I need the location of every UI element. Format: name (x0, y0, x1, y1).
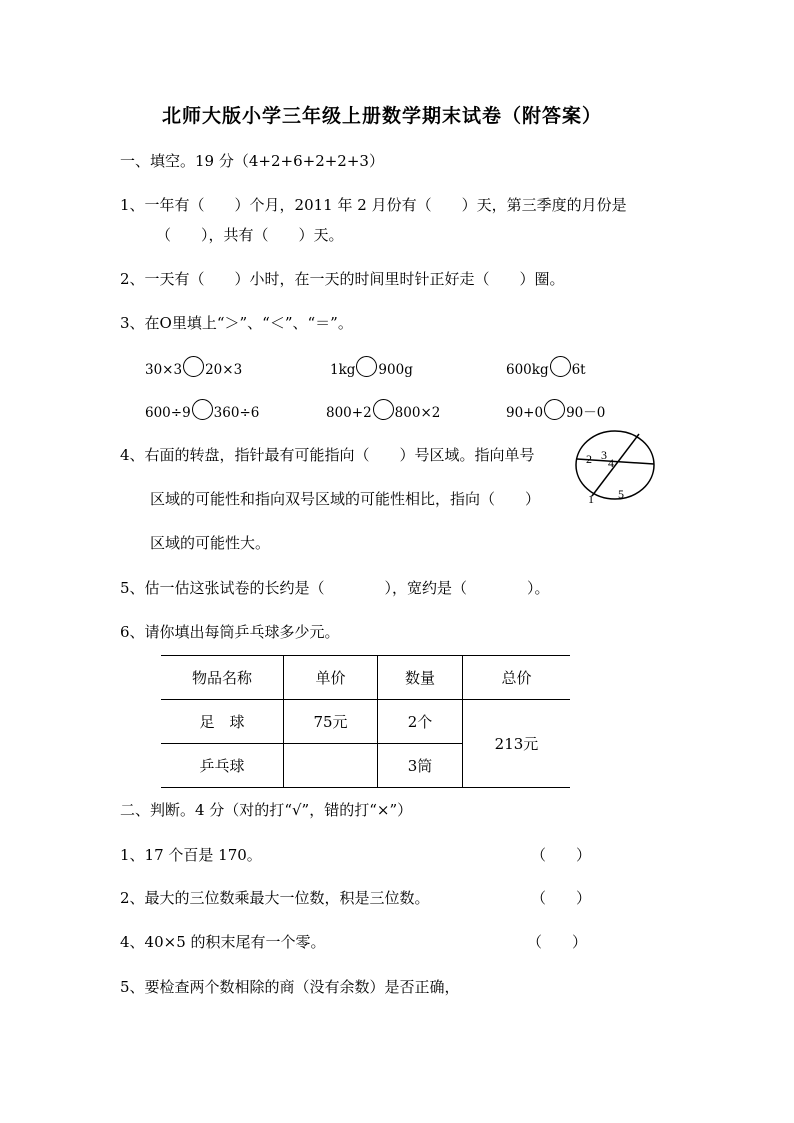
table-header-row (161, 656, 570, 700)
q5: 5、估一估这张试卷的长约是（ ），宽约是（ ）。 (120, 579, 550, 597)
q4-line3: 区域的可能性大。 (150, 534, 271, 552)
page-title: 北师大版小学三年级上册数学期末试卷（附答案） (162, 105, 603, 127)
q2: 2、一天有（ ）小时，在一天的时间里时针正好走（ ）圈。 (120, 270, 565, 288)
comparison-right: 6t (571, 362, 586, 378)
spinner-label: 4 (608, 456, 614, 470)
q4-line1: 4、右面的转盘，指针最有可能指向（ ）号区域。指向单号 (120, 446, 535, 464)
comparison-left: 30×3 (145, 362, 183, 378)
table-header-cell: 数量 (378, 656, 463, 700)
comparison-item (145, 356, 242, 378)
table-cell-price[interactable] (284, 744, 378, 788)
comparison-circle[interactable] (192, 399, 213, 420)
comparison-left: 1kg (330, 362, 356, 378)
judgement-item: 2、最大的三位数乘最大一位数，积是三位数。 (120, 889, 430, 907)
q1-line2: （ ），共有（ ）天。 (156, 226, 344, 244)
comparison-left: 600÷9 (145, 405, 191, 421)
judgement-item: 4、40×5 的积末尾有一个零。 (120, 933, 326, 951)
judgement-answer-box[interactable]: （ ） (527, 933, 588, 951)
table-row (161, 700, 570, 744)
spinner-label: 3 (601, 448, 607, 462)
q4-line2: 区域的可能性和指向双号区域的可能性相比，指向（ ） (150, 490, 541, 508)
table-cell-qty: 3筒 (378, 744, 463, 788)
table-cell-name: 足 球 (161, 700, 284, 744)
judgement-item: 5、要检查两个数相除的商（没有余数）是否正确， (120, 978, 460, 996)
comparison-circle[interactable] (356, 356, 377, 377)
comparison-right: 90－0 (566, 405, 606, 421)
q1-line1: 1、一年有（ ）个月，2011 年 2 月份有（ ）天，第三季度的月份是 (120, 196, 627, 214)
judgement-answer-box[interactable]: （ ） (531, 846, 592, 864)
table-cell-qty: 2个 (378, 700, 463, 744)
price-table (161, 655, 570, 788)
table-cell-price: 75元 (284, 700, 378, 744)
comparison-right: 20×3 (205, 362, 243, 378)
table-cell-total: 213元 (463, 700, 571, 788)
comparison-circle[interactable] (550, 356, 571, 377)
table-header-cell: 总价 (463, 656, 571, 700)
q3: 3、在O里填上“＞”、“＜”、“＝”。 (120, 314, 353, 332)
spinner-label: 5 (618, 487, 624, 501)
comparison-left: 800+2 (326, 405, 372, 421)
comparison-circle[interactable] (373, 399, 394, 420)
spinner-diagram (570, 428, 662, 506)
section2-heading: 二、判断。4 分（对的打“√”，错的打“×”） (120, 801, 413, 819)
judgement-answer-box[interactable]: （ ） (531, 889, 592, 907)
comparison-circle[interactable] (183, 356, 204, 377)
table-header-cell: 物品名称 (161, 656, 284, 700)
comparison-left: 90+0 (506, 405, 544, 421)
spinner-label: 2 (586, 452, 592, 466)
comparison-item (145, 399, 259, 421)
comparison-right: 900g (378, 362, 413, 378)
table-header-cell: 单价 (284, 656, 378, 700)
comparison-item (330, 356, 413, 378)
comparison-right: 360÷6 (213, 405, 260, 421)
q6: 6、请你填出每筒乒乓球多少元。 (120, 623, 340, 641)
comparison-item (506, 356, 586, 378)
comparison-left: 600kg (506, 362, 549, 378)
spinner-divider (592, 434, 639, 496)
comparison-circle[interactable] (544, 399, 565, 420)
comparison-right: 800×2 (394, 405, 441, 421)
judgement-item: 1、17 个百是 170。 (120, 846, 262, 864)
comparison-item (326, 399, 440, 421)
section1-heading: 一、填空。19 分（4+2+6+2+2+3） (120, 152, 384, 170)
spinner-label: 1 (588, 492, 594, 506)
table-cell-name: 乒乓球 (161, 744, 284, 788)
comparison-item (506, 399, 605, 421)
